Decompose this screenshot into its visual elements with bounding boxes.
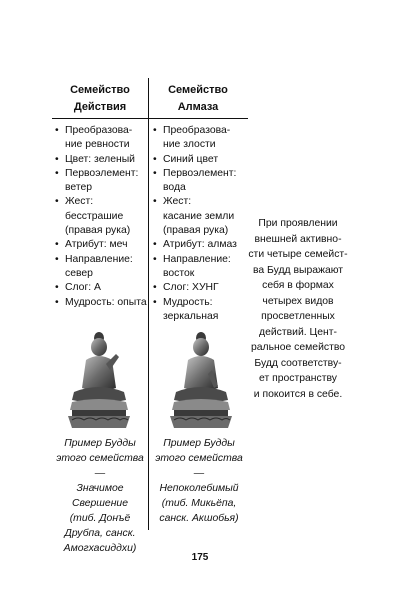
caption-line: (тиб. Микьёпа, [161,498,237,509]
caption-line: этого семейства — [56,453,144,479]
list-item: • Направление: восток [153,253,248,282]
list-item: • Преобразова- ние злости [153,124,248,153]
caption-diamond [150,436,248,526]
list-item: • Атрибут: меч [55,238,147,252]
list-item: • Направление: север [55,253,147,282]
caption-line: Непоколебимый [159,483,239,494]
buddha-statue-image-diamond [170,330,232,430]
caption-line: санск. Акшобья) [159,513,239,524]
side-note-line: При проявлении [258,218,338,229]
caption-line: Пример Будды [163,438,235,449]
list-item: • Мудрость: опыта [55,296,147,310]
attribute-list-action [55,124,147,310]
side-note [248,216,348,402]
caption-line: этого семейства — [155,453,243,479]
caption-action [52,436,148,556]
side-note-line: сти четыре семейст- [248,249,348,260]
side-note-line: ва Будд выражают [252,264,344,276]
column-divider [148,78,149,530]
buddha-statue-image-action [66,330,132,430]
side-note-line: Будд соответству- [254,357,342,369]
side-note-line: внешней активно- [254,233,342,245]
list-item: • Мудрость: зеркальная [153,296,248,325]
side-note-line: просветленных [261,311,335,322]
side-note-line: себя в формах [262,280,334,291]
caption-line: Значимое Свершение [72,483,128,509]
list-item: • Первоэлемент: ветер [55,167,147,196]
header-rule [52,118,248,119]
column-header-action [52,82,148,116]
column-header-line: Действия [73,101,127,113]
column-header-line: Семейство [70,84,130,96]
list-item: • Преобразова- ние ревности [55,124,147,153]
list-item: • Слог: ХУНГ [153,281,248,295]
list-item: • Атрибут: алмаз [153,238,248,252]
side-note-line: ральное семейство [250,342,346,353]
caption-line: (тиб. Донъё [69,513,131,524]
list-item: • Жест: касание земли (правая рука) [153,195,248,238]
caption-line: Амогхасиддхи) [63,543,137,554]
list-item: • Первоэлемент: вода [153,167,248,196]
column-header-line: Алмаза [177,101,219,113]
side-note-line: ет пространству [259,373,337,384]
column-header-line: Семейство [168,84,228,96]
caption-line: Пример Будды [64,438,136,449]
column-header-diamond [150,82,246,116]
list-item: • Цвет: зеленый [55,153,147,167]
page-number: 175 [191,552,209,563]
list-item: • Слог: А [55,281,147,295]
attribute-list-diamond [153,124,248,324]
caption-line: Друбпа, санск. [64,528,136,539]
side-note-line: четырех видов [262,295,334,307]
list-item: • Синий цвет [153,153,248,167]
list-item: • Жест: бесстрашие (правая рука) [55,195,147,238]
side-note-line: действий. Цент- [259,326,337,338]
side-note-line: и покоится в себе. [253,388,343,400]
